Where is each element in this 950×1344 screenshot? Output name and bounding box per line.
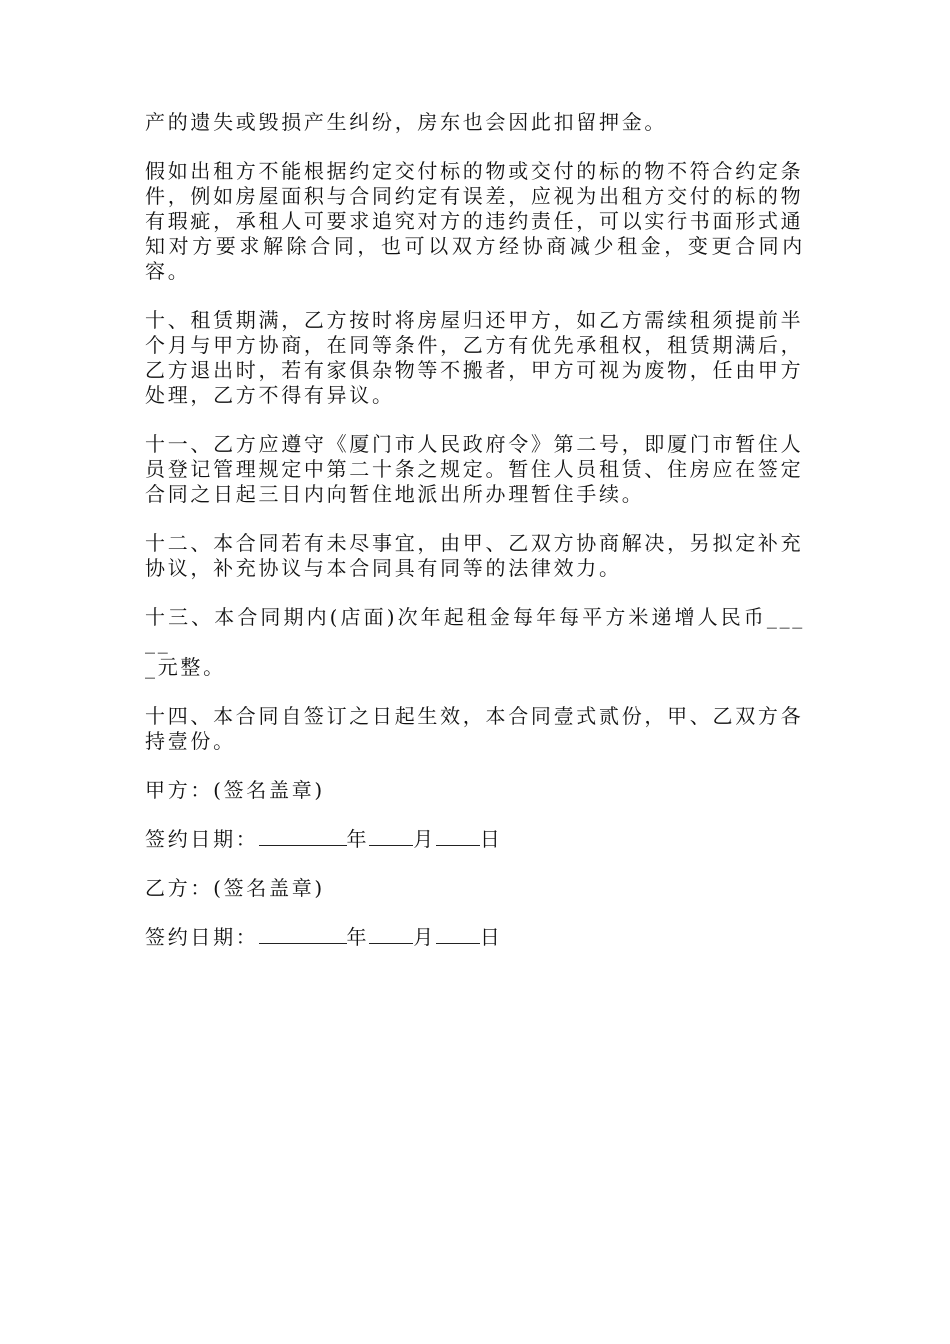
text-line: 十二、本合同若有未尽事宜，由甲、乙双方协商解决，另拟定补充	[145, 531, 804, 555]
clause-11	[145, 432, 805, 507]
year-label: 年	[346, 925, 370, 949]
text-line: 十三、本合同期内(店面)次年起租金每年每平方米递增人民币_____	[145, 605, 805, 654]
party-b-signature: 乙方：(签名盖章)	[145, 876, 325, 900]
month-blank	[369, 827, 413, 846]
day-blank	[436, 827, 480, 846]
year-blank	[259, 827, 347, 846]
day-label: 日	[479, 827, 503, 851]
day-blank	[436, 925, 480, 944]
month-blank	[369, 925, 413, 944]
text-line: 处理，乙方不得有异议。	[145, 383, 395, 407]
text-line: 协议，补充协议与本合同具有同等的法律效力。	[145, 556, 622, 580]
text-line: _元整。	[145, 655, 226, 679]
party-a-sign-date	[145, 827, 805, 852]
text-line: 件，例如房屋面积与合同约定有误差，应视为出租方交付的标的物	[145, 184, 804, 208]
month-label: 月	[413, 827, 436, 851]
text-line: 知对方要求解除合同，也可以双方经协商减少租金，变更合同内容。	[145, 234, 805, 283]
text-line: 员登记管理规定中第二十条之规定。暂住人员租赁、住房应在签定	[145, 457, 804, 481]
text-line: 十一、乙方应遵守《厦门市人民政府令》第二号，即厦门市暂住人	[145, 432, 804, 456]
document-page	[145, 110, 805, 974]
paragraph-deposit	[145, 110, 805, 135]
clause-10	[145, 308, 805, 408]
text-line: 有瑕疵，承租人可要求追究对方的违约责任，可以实行书面形式通	[145, 209, 804, 233]
clause-13	[145, 605, 805, 680]
date-label: 签约日期：	[145, 827, 259, 851]
party-a-signature: 甲方：(签名盖章)	[145, 778, 325, 802]
text-line: 产的遗失或毁损产生纠纷，房东也会因此扣留押金。	[145, 110, 668, 134]
date-label: 签约日期：	[145, 925, 259, 949]
paragraph-lessor-defect	[145, 159, 805, 284]
year-blank	[259, 925, 347, 944]
clause-12	[145, 531, 805, 581]
party-b-sign-date	[145, 925, 805, 950]
clause-14	[145, 704, 805, 754]
text-line: 乙方退出时，若有家俱杂物等不搬者，甲方可视为废物，任由甲方	[145, 358, 804, 382]
text-line: 个月与甲方协商，在同等条件，乙方有优先承租权，租赁期满后，	[145, 333, 804, 357]
month-label: 月	[413, 925, 436, 949]
text-line: 十四、本合同自签订之日起生效，本合同壹式贰份，甲、乙双方各	[145, 704, 804, 728]
text-line: 十、租赁期满，乙方按时将房屋归还甲方，如乙方需续租须提前半	[145, 308, 804, 332]
text-line: 合同之日起三日内向暂住地派出所办理暂住手续。	[145, 482, 645, 506]
text-line: 假如出租方不能根据约定交付标的物或交付的标的物不符合约定条	[145, 159, 804, 183]
text-line: 持壹份。	[145, 729, 236, 753]
day-label: 日	[479, 925, 503, 949]
year-label: 年	[346, 827, 370, 851]
